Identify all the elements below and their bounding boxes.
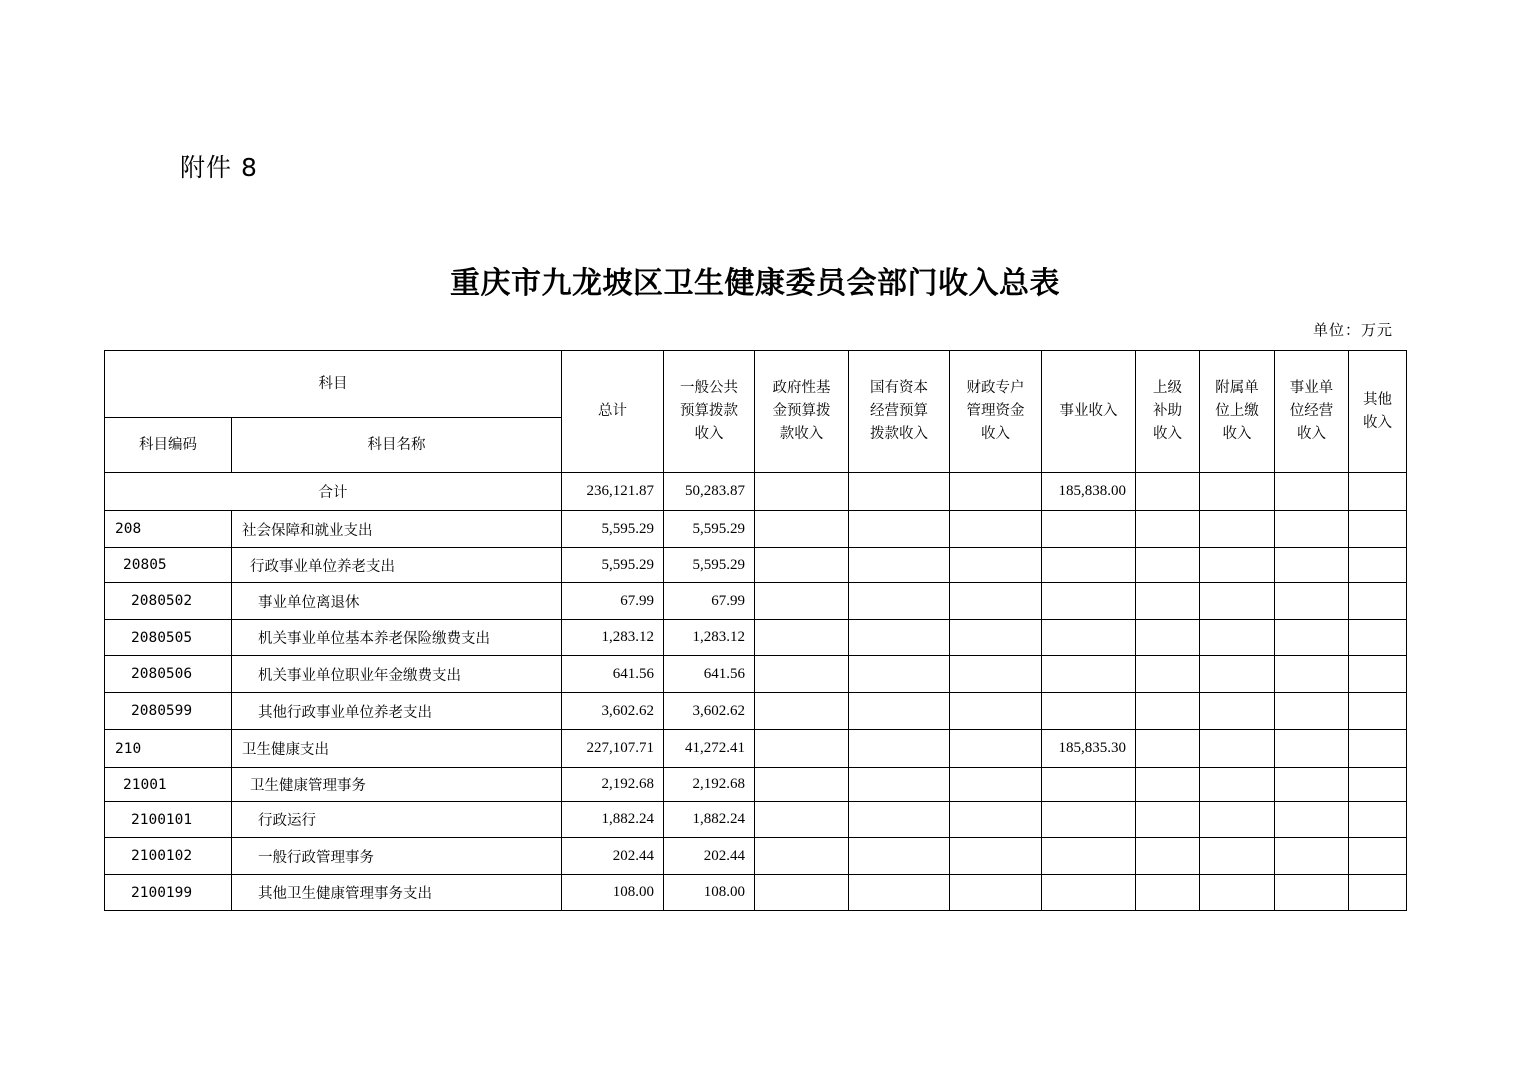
empty-cell — [1275, 802, 1349, 838]
empty-cell — [950, 583, 1042, 620]
table-row — [105, 838, 1407, 875]
empty-cell — [1136, 511, 1200, 548]
subject-name-cell: 事业单位离退休 — [232, 583, 562, 620]
empty-cell — [950, 693, 1042, 730]
empty-cell — [755, 875, 849, 911]
empty-cell — [755, 802, 849, 838]
total-row-general-budget: 50,283.87 — [664, 473, 755, 511]
subject-name-cell: 卫生健康支出 — [232, 730, 562, 768]
empty-cell — [849, 838, 950, 875]
business-income-cell — [1042, 583, 1136, 620]
empty-cell — [849, 693, 950, 730]
empty-cell — [1349, 802, 1407, 838]
empty-cell — [1275, 875, 1349, 911]
total-header: 总计 — [562, 351, 664, 473]
total-row — [105, 473, 1407, 511]
empty-cell — [755, 548, 849, 583]
empty-cell — [1349, 730, 1407, 768]
table-row — [105, 548, 1407, 583]
total-cell: 108.00 — [562, 875, 664, 911]
subject-code-header: 科目编码 — [105, 418, 232, 473]
empty-cell — [1136, 838, 1200, 875]
empty-cell — [849, 583, 950, 620]
empty-cell — [1275, 511, 1349, 548]
business-income-cell — [1042, 548, 1136, 583]
subject-name-cell: 社会保障和就业支出 — [232, 511, 562, 548]
empty-cell — [1136, 620, 1200, 656]
general-budget-cell: 5,595.29 — [664, 511, 755, 548]
subject-name-cell: 机关事业单位基本养老保险缴费支出 — [232, 620, 562, 656]
total-cell: 227,107.71 — [562, 730, 664, 768]
general-budget-cell: 108.00 — [664, 875, 755, 911]
empty-cell — [1136, 730, 1200, 768]
page-title: 重庆市九龙坡区卫生健康委员会部门收入总表 — [450, 266, 1060, 301]
subject-code-cell: 2100102 — [105, 838, 232, 875]
total-cell: 5,595.29 — [562, 511, 664, 548]
empty-cell — [1349, 583, 1407, 620]
subject-code-cell: 2080599 — [105, 693, 232, 730]
empty-cell — [1349, 768, 1407, 802]
empty-cell — [755, 511, 849, 548]
attachment-label: 附件 8 — [180, 153, 258, 182]
subject-name-header: 科目名称 — [232, 418, 562, 473]
empty-cell — [755, 583, 849, 620]
total-row-business-income: 185,838.00 — [1042, 473, 1136, 511]
empty-cell — [950, 768, 1042, 802]
total-cell: 2,192.68 — [562, 768, 664, 802]
subject-name-cell: 卫生健康管理事务 — [232, 768, 562, 802]
empty-cell — [1275, 620, 1349, 656]
empty-cell — [755, 620, 849, 656]
table-row — [105, 583, 1407, 620]
empty-cell — [755, 473, 849, 511]
other-income-header: 其他 收入 — [1349, 351, 1407, 473]
empty-cell — [1136, 875, 1200, 911]
table-row — [105, 802, 1407, 838]
subject-name-cell: 机关事业单位职业年金缴费支出 — [232, 656, 562, 693]
empty-cell — [950, 838, 1042, 875]
empty-cell — [755, 656, 849, 693]
subject-header: 科目 — [105, 351, 562, 418]
general-budget-cell: 1,283.12 — [664, 620, 755, 656]
subject-name-cell: 一般行政管理事务 — [232, 838, 562, 875]
empty-cell — [1136, 656, 1200, 693]
total-cell: 5,595.29 — [562, 548, 664, 583]
superior-subsidy-header: 上级 补助 收入 — [1136, 351, 1200, 473]
header-row-1 — [105, 351, 1407, 418]
income-summary-table — [104, 350, 1407, 911]
empty-cell — [950, 802, 1042, 838]
total-cell: 202.44 — [562, 838, 664, 875]
table-row — [105, 768, 1407, 802]
total-cell: 1,882.24 — [562, 802, 664, 838]
empty-cell — [1200, 730, 1275, 768]
empty-cell — [1349, 693, 1407, 730]
empty-cell — [1275, 548, 1349, 583]
gov-fund-header: 政府性基 金预算拨 款收入 — [755, 351, 849, 473]
empty-cell — [1200, 875, 1275, 911]
empty-cell — [1349, 548, 1407, 583]
table-row — [105, 693, 1407, 730]
subject-code-cell: 2100101 — [105, 802, 232, 838]
general-budget-cell: 1,882.24 — [664, 802, 755, 838]
empty-cell — [849, 473, 950, 511]
empty-cell — [1200, 768, 1275, 802]
empty-cell — [1349, 511, 1407, 548]
empty-cell — [1136, 693, 1200, 730]
empty-cell — [1136, 583, 1200, 620]
empty-cell — [849, 875, 950, 911]
empty-cell — [849, 802, 950, 838]
business-income-cell — [1042, 875, 1136, 911]
subject-code-cell: 2080502 — [105, 583, 232, 620]
empty-cell — [1200, 802, 1275, 838]
empty-cell — [1136, 768, 1200, 802]
subject-name-cell: 其他卫生健康管理事务支出 — [232, 875, 562, 911]
table-row — [105, 656, 1407, 693]
fiscal-special-header: 财政专户 管理资金 收入 — [950, 351, 1042, 473]
empty-cell — [849, 768, 950, 802]
empty-cell — [1349, 620, 1407, 656]
empty-cell — [950, 511, 1042, 548]
empty-cell — [1200, 838, 1275, 875]
total-cell: 641.56 — [562, 656, 664, 693]
subject-code-cell: 20805 — [105, 548, 232, 583]
table-row — [105, 730, 1407, 768]
empty-cell — [1349, 473, 1407, 511]
business-income-cell — [1042, 768, 1136, 802]
subject-code-cell: 208 — [105, 511, 232, 548]
empty-cell — [755, 838, 849, 875]
empty-cell — [849, 511, 950, 548]
empty-cell — [1200, 656, 1275, 693]
total-cell: 3,602.62 — [562, 693, 664, 730]
empty-cell — [849, 730, 950, 768]
empty-cell — [1275, 730, 1349, 768]
empty-cell — [849, 656, 950, 693]
business-income-header: 事业收入 — [1042, 351, 1136, 473]
subject-code-cell: 210 — [105, 730, 232, 768]
general-budget-cell: 5,595.29 — [664, 548, 755, 583]
empty-cell — [849, 620, 950, 656]
empty-cell — [1275, 583, 1349, 620]
empty-cell — [1200, 620, 1275, 656]
subject-name-cell: 其他行政事业单位养老支出 — [232, 693, 562, 730]
business-income-cell — [1042, 620, 1136, 656]
business-income-cell — [1042, 838, 1136, 875]
empty-cell — [1275, 693, 1349, 730]
empty-cell — [1275, 838, 1349, 875]
table-row — [105, 511, 1407, 548]
subject-code-cell: 2080505 — [105, 620, 232, 656]
empty-cell — [1200, 693, 1275, 730]
business-income-cell: 185,835.30 — [1042, 730, 1136, 768]
empty-cell — [1200, 548, 1275, 583]
general-budget-cell: 202.44 — [664, 838, 755, 875]
empty-cell — [1136, 548, 1200, 583]
general-budget-cell: 41,272.41 — [664, 730, 755, 768]
empty-cell — [1349, 875, 1407, 911]
general-budget-cell: 641.56 — [664, 656, 755, 693]
empty-cell — [1349, 656, 1407, 693]
empty-cell — [950, 548, 1042, 583]
unit-label: 单位：万元 — [1312, 321, 1393, 339]
empty-cell — [1275, 473, 1349, 511]
empty-cell — [1200, 473, 1275, 511]
general-budget-cell: 3,602.62 — [664, 693, 755, 730]
subject-code-cell: 21001 — [105, 768, 232, 802]
empty-cell — [755, 768, 849, 802]
total-cell: 1,283.12 — [562, 620, 664, 656]
empty-cell — [950, 875, 1042, 911]
empty-cell — [950, 620, 1042, 656]
subject-code-cell: 2080506 — [105, 656, 232, 693]
empty-cell — [1275, 656, 1349, 693]
empty-cell — [1349, 838, 1407, 875]
empty-cell — [849, 548, 950, 583]
table-row — [105, 620, 1407, 656]
state-capital-header: 国有资本 经营预算 拨款收入 — [849, 351, 950, 473]
business-income-cell — [1042, 802, 1136, 838]
subject-code-cell: 2100199 — [105, 875, 232, 911]
empty-cell — [755, 693, 849, 730]
business-income-cell — [1042, 511, 1136, 548]
table-row — [105, 875, 1407, 911]
empty-cell — [1136, 473, 1200, 511]
total-label: 合计 — [105, 473, 562, 511]
empty-cell — [950, 730, 1042, 768]
business-income-cell — [1042, 656, 1136, 693]
empty-cell — [1136, 802, 1200, 838]
empty-cell — [755, 730, 849, 768]
subject-name-cell: 行政运行 — [232, 802, 562, 838]
subject-name-cell: 行政事业单位养老支出 — [232, 548, 562, 583]
empty-cell — [950, 656, 1042, 693]
affiliated-remit-header: 附属单 位上缴 收入 — [1200, 351, 1275, 473]
business-income-cell — [1042, 693, 1136, 730]
empty-cell — [950, 473, 1042, 511]
general-budget-cell: 67.99 — [664, 583, 755, 620]
total-cell: 67.99 — [562, 583, 664, 620]
general-budget-cell: 2,192.68 — [664, 768, 755, 802]
empty-cell — [1200, 583, 1275, 620]
general-budget-header: 一般公共 预算拨款 收入 — [664, 351, 755, 473]
empty-cell — [1200, 511, 1275, 548]
business-operation-header: 事业单 位经营 收入 — [1275, 351, 1349, 473]
empty-cell — [1275, 768, 1349, 802]
total-row-total: 236,121.87 — [562, 473, 664, 511]
